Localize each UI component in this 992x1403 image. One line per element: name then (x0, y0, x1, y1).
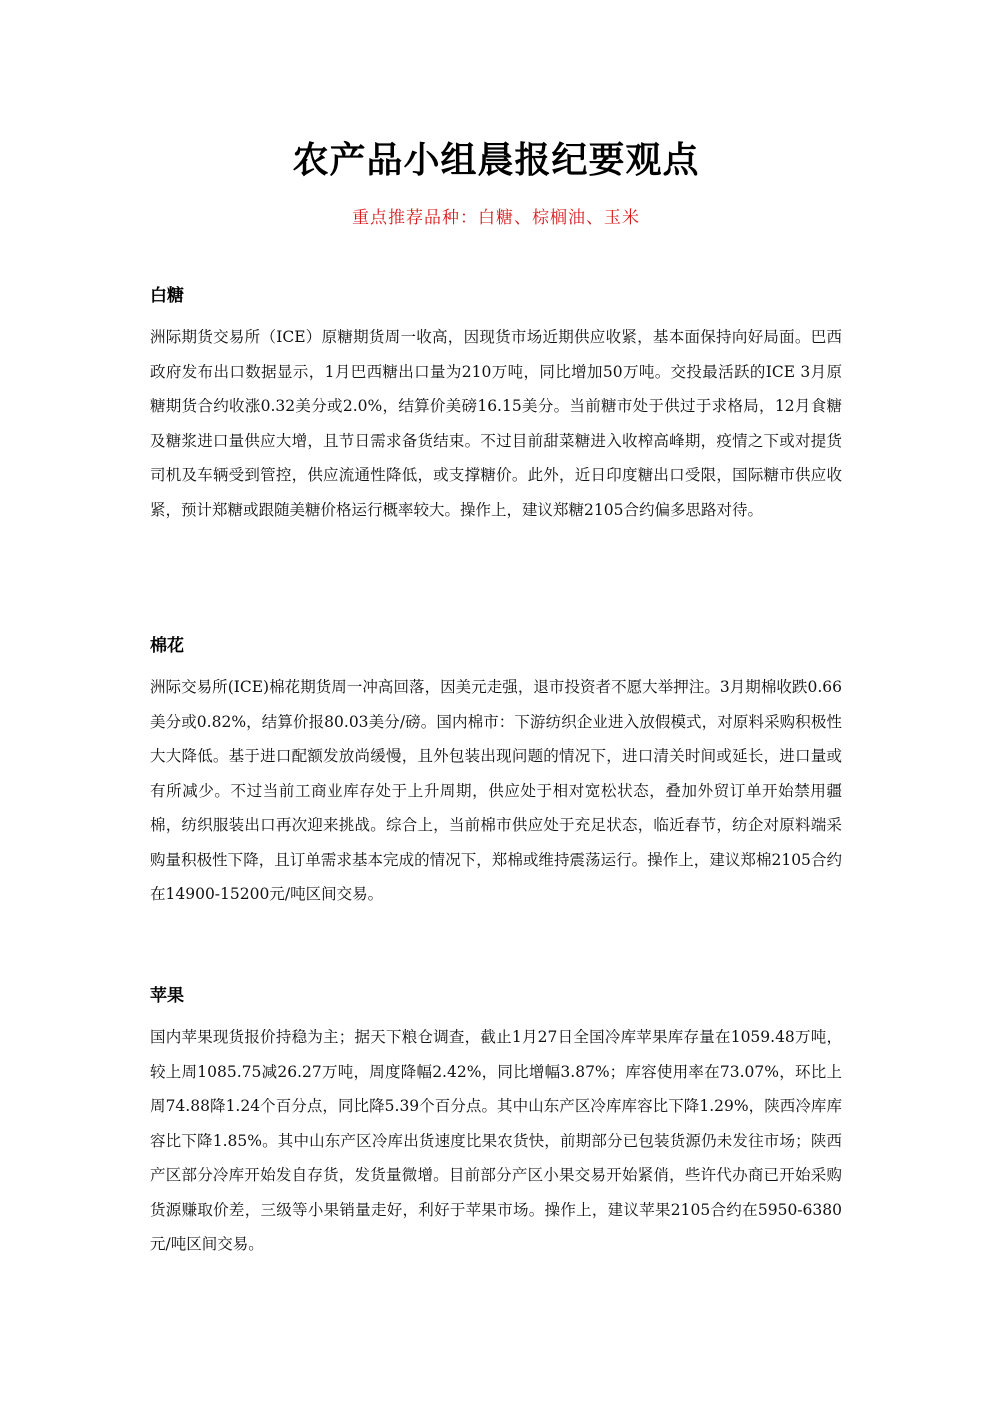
page-title: 农产品小组晨报纪要观点 (292, 140, 700, 181)
section-body-cotton: 洲际交易所(ICE)棉花期货周一冲高回落，因美元走强，退市投资者不愿大举押注。3月期棉收跌0.66美分或0.82%，结算价报80.03美分/磅。国内棉市：下游纺织企业进入放假模式，对原料采购积极性大大降低。基于进口配额发放尚缓慢，且外包装出现问题的情况下，进口清关时间或延长，进口量或有所减少。不过当前工商业库存处于上升周期，供应处于相对宽松状态，叠加外贸订单开始禁用疆棉，纺织服装出口再次迎来挑战。综合上，当前棉市供应处于充足状态，临近春节，纺企对原料端采购量积极性下降，且订单需求基本完成的情况下，郑棉或维持震荡运行。操作上，建议郑棉2105合约在14900-15200元/吨区间交易。 (150, 678, 842, 903)
section-heading-sugar: 白糖 (150, 286, 184, 306)
section-apple (150, 984, 842, 1262)
section-body-apple: 国内苹果现货报价持稳为主；据天下粮仓调查，截止1月27日全国冷库苹果库存量在1059.48万吨，较上周1085.75减26.27万吨，周度降幅2.42%，同比增幅3.87%；库容使用率在73.07%，环比上周74.88降1.24个百分点，同比降5.39个百分点。其中山东产区冷库库容比下降1.29%，陕西冷库库容比下降1.85%。其中山东产区冷库出货速度比果农货快，前期部分已包装货源仍未发往市场；陕西产区部分冷库开始发自存货，发货量微增。目前部分产区小果交易开始紧俏，些许代办商已开始采购货源赚取价差，三级等小果销量走好，利好于苹果市场。操作上，建议苹果2105合约在5950-6380元/吨区间交易。 (150, 1028, 842, 1253)
section-cotton (150, 634, 842, 912)
recommended-varieties: 重点推荐品种：白糖、棕榈油、玉米 (352, 208, 640, 228)
section-body-sugar: 洲际期货交易所（ICE）原糖期货周一收高，因现货市场近期供应收紧，基本面保持向好局面。巴西政府发布出口数据显示，1月巴西糖出口量为210万吨，同比增加50万吨。交投最活跃的ICE 3月原糖期货合约收涨0.32美分或2.0%，结算价美磅16.15美分。当前糖市处于供过于求格局，12月食糖及糖浆进口量供应大增，且节日需求备货结束。不过目前甜菜糖进入收榨高峰期，疫情之下或对提货司机及车辆受到管控，供应流通性降低，或支撑糖价。此外，近日印度糖出口受限，国际糖市供应收紧，预计郑糖或跟随美糖价格运行概率较大。操作上，建议郑糖2105合约偏多思路对待。 (150, 328, 842, 519)
section-sugar (150, 284, 842, 527)
section-heading-apple: 苹果 (150, 986, 184, 1006)
section-heading-cotton: 棉花 (150, 636, 184, 656)
